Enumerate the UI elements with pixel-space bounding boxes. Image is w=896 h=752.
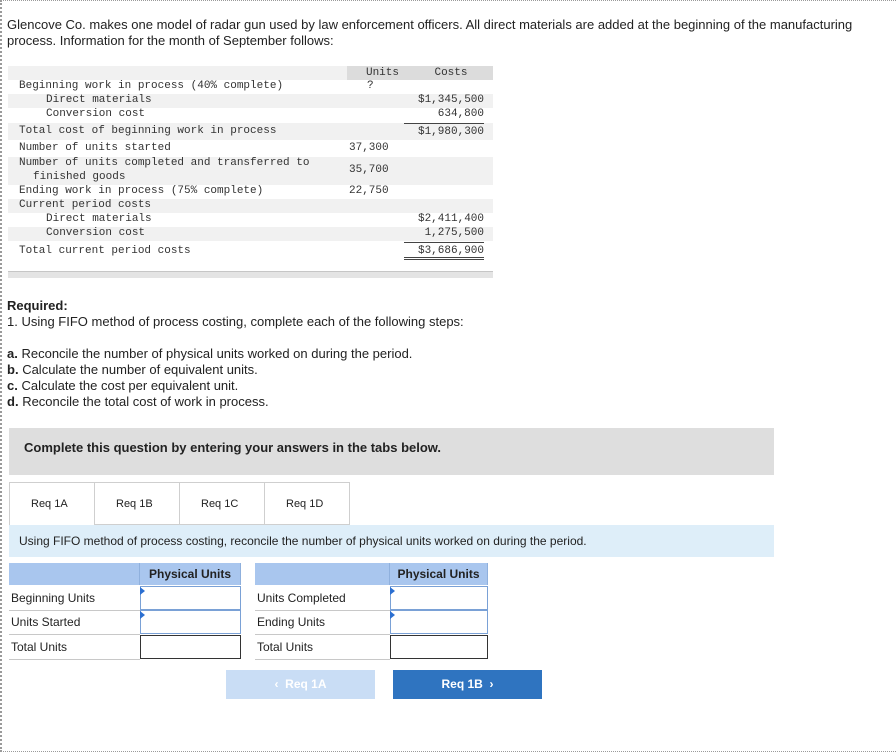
next-req-button[interactable]: Req 1B ›: [393, 670, 542, 699]
row-cur-dm: [8, 213, 493, 227]
input-marker-icon: [390, 587, 395, 595]
required-item-a: a. Reconcile the number of physical units worked on during the period.: [7, 346, 413, 361]
total-units-right-value: [390, 635, 488, 659]
units-started-input[interactable]: [140, 610, 241, 634]
units-completed: 35,700: [349, 164, 389, 176]
label-completed-1: Number of units completed and transferred to: [19, 157, 310, 169]
chevron-left-icon: ‹: [274, 677, 279, 691]
tab-req-1b[interactable]: Req 1B: [94, 482, 180, 525]
units-ending-wip: 22,750: [349, 185, 389, 197]
row-current-costs: [8, 199, 493, 213]
units-beginning-wip: ?: [367, 80, 374, 92]
label-total-units-left: Total Units: [9, 636, 140, 660]
tab-req-1c[interactable]: Req 1C: [179, 482, 265, 525]
beginning-units-input[interactable]: [140, 586, 241, 610]
label-beginning-units: Beginning Units: [9, 587, 140, 611]
header-blank-right: [255, 563, 390, 585]
chevron-right-icon: ›: [489, 677, 494, 691]
label-cur-cc: Conversion cost: [46, 227, 146, 239]
row-bwip-dm: [8, 94, 493, 108]
costs-header: Costs: [409, 66, 493, 80]
label-total-units-right: Total Units: [255, 636, 390, 660]
data-table: [8, 66, 493, 278]
input-marker-icon: [140, 611, 145, 619]
cost-bwip-dm: $1,345,500: [417, 94, 484, 106]
tab-req-1a[interactable]: Req 1A: [9, 482, 95, 526]
label-bwip-total: Total cost of beginning work in process: [19, 125, 277, 137]
header-blank-left: [9, 563, 140, 585]
cost-bwip-total: $1,980,300: [404, 123, 484, 138]
units-completed-input[interactable]: [390, 586, 488, 610]
units-started: 37,300: [349, 142, 389, 154]
required-item-b: b. Calculate the number of equivalent units.: [7, 362, 258, 377]
tab-req-1d[interactable]: Req 1D: [264, 482, 350, 525]
row-beginning-wip: [8, 80, 493, 94]
label-completed-2: finished goods: [33, 171, 126, 183]
problem-intro: Glencove Co. makes one model of radar gun used by law enforcement officers. All direct materials are added at the beginning of the manufacturing process. Information for the month of September follows:: [7, 17, 853, 48]
ending-units-input[interactable]: [390, 610, 488, 634]
row-cur-cc: [8, 227, 493, 241]
label-current-costs: Current period costs: [19, 199, 152, 211]
label-units-started: Units Started: [9, 611, 140, 635]
cost-cur-dm: $2,411,400: [417, 213, 484, 225]
label-bwip-cc: Conversion cost: [46, 108, 146, 120]
total-units-left-value: [140, 635, 241, 659]
row-cur-total: [8, 242, 493, 262]
header-physical-units-right: Physical Units: [390, 563, 488, 585]
row-bwip-total: [8, 123, 493, 140]
cost-cur-total: $3,686,900: [404, 242, 484, 260]
units-header: Units: [347, 66, 418, 80]
required-item-d: d. Reconcile the total cost of work in process.: [7, 394, 269, 409]
table-bottom-bar: [8, 271, 493, 278]
tabs-banner: Complete this question by entering your answers in the tabs below.: [9, 428, 774, 475]
label-ending-units: Ending Units: [255, 611, 390, 635]
required-line1: 1. Using FIFO method of process costing, complete each of the following steps:: [7, 314, 464, 329]
header-physical-units-left: Physical Units: [140, 563, 241, 585]
row-bwip-cc: [8, 108, 493, 122]
required-heading: Required:: [7, 298, 68, 313]
prev-req-button[interactable]: ‹ Req 1A: [226, 670, 375, 699]
label-cur-dm: Direct materials: [46, 213, 152, 225]
label-ending-wip: Ending work in process (75% complete): [19, 185, 264, 197]
required-item-c: c. Calculate the cost per equivalent unit.: [7, 378, 239, 393]
row-ending-wip: [8, 185, 493, 199]
label-bwip-dm: Direct materials: [46, 94, 152, 106]
label-beginning-wip: Beginning work in process (40% complete): [19, 80, 284, 92]
row-completed: [8, 157, 493, 185]
input-marker-icon: [140, 587, 145, 595]
label-units-completed: Units Completed: [255, 587, 390, 611]
input-marker-icon: [390, 611, 395, 619]
label-cur-total: Total current period costs: [19, 245, 191, 257]
label-started: Number of units started: [19, 142, 171, 154]
row-started: [8, 142, 493, 156]
cost-cur-cc: 1,275,500: [424, 227, 484, 239]
tab-instruction: Using FIFO method of process costing, reconcile the number of physical units worked on during the period.: [9, 525, 774, 557]
cost-bwip-cc: 634,800: [437, 108, 484, 120]
